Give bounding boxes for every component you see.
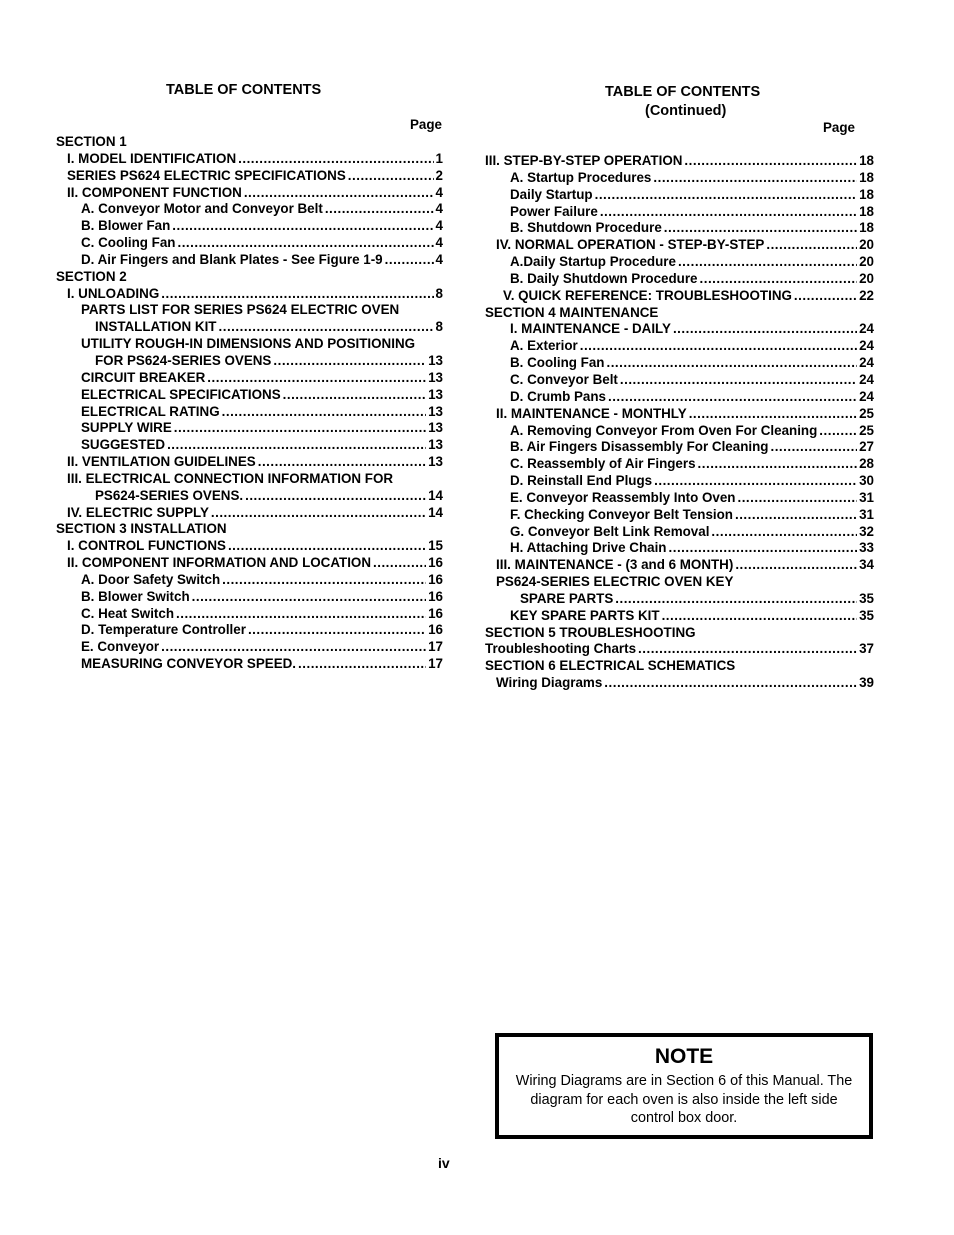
toc-entry-label: KEY SPARE PARTS KIT xyxy=(510,607,660,623)
toc-entry xyxy=(56,622,443,639)
toc-entry xyxy=(485,406,874,423)
toc-entry xyxy=(56,387,443,404)
toc-entry-page: 4 xyxy=(435,184,443,200)
toc-leader-dots xyxy=(283,387,426,404)
toc-entry-label: III. MAINTENANCE - (3 and 6 MONTH) xyxy=(496,557,734,573)
toc-entry-page: 13 xyxy=(428,437,443,453)
toc-entry xyxy=(56,639,443,656)
toc-entry-label: C. Reassembly of Air Fingers xyxy=(510,456,696,472)
toc-entry xyxy=(56,353,443,370)
toc-entry-page: 1 xyxy=(435,150,443,166)
toc-entry-label: D. Temperature Controller xyxy=(81,622,246,638)
toc-entry-label: SECTION 5 TROUBLESHOOTING xyxy=(485,624,696,640)
toc-leader-dots xyxy=(172,218,433,235)
note-title: NOTE xyxy=(654,1045,714,1068)
toc-leader-dots xyxy=(673,321,857,338)
toc-entry-page: 24 xyxy=(859,371,874,387)
toc-entry xyxy=(485,237,874,254)
toc-leader-dots xyxy=(669,540,858,557)
toc-entry-label: F. Checking Conveyor Belt Tension xyxy=(510,506,733,522)
toc-leader-dots xyxy=(373,555,426,572)
toc-entry xyxy=(485,153,874,170)
page-number: iv xyxy=(438,1155,450,1171)
toc-leader-dots xyxy=(615,591,857,608)
toc-title-right: TABLE OF CONTENTS xyxy=(605,84,761,100)
toc-entry-label: B. Air Fingers Disassembly For Cleaning xyxy=(510,439,769,455)
toc-entry xyxy=(485,305,874,322)
toc-entry xyxy=(485,187,874,204)
toc-entry xyxy=(56,505,443,522)
toc-entry-page: 16 xyxy=(428,555,443,571)
toc-entry-page: 22 xyxy=(859,287,874,303)
toc-leader-dots xyxy=(766,237,857,254)
toc-entry-page: 20 xyxy=(859,237,874,253)
toc-leader-dots xyxy=(325,201,434,218)
toc-entry-label: PS624-SERIES ELECTRIC OVEN KEY xyxy=(496,574,734,590)
toc-entry-label: A. Removing Conveyor From Oven For Cleaning xyxy=(510,422,818,438)
toc-subtitle-right: (Continued) xyxy=(645,103,727,119)
toc-entry-label: I. MODEL IDENTIFICATION xyxy=(67,150,237,166)
toc-leader-dots xyxy=(684,153,857,170)
toc-entry xyxy=(485,507,874,524)
toc-entry-page: 13 xyxy=(428,403,443,419)
toc-leader-dots xyxy=(245,488,426,505)
toc-leader-dots xyxy=(174,420,426,437)
toc-entry-page: 20 xyxy=(859,254,874,270)
toc-entry-label: A. Conveyor Motor and Conveyor Belt xyxy=(81,201,323,217)
toc-leader-dots xyxy=(248,622,426,639)
toc-leader-dots xyxy=(228,538,426,555)
toc-entry xyxy=(485,220,874,237)
toc-entry-page: 4 xyxy=(435,251,443,267)
toc-entry-label: III. STEP-BY-STEP OPERATION xyxy=(485,153,683,168)
toc-entry xyxy=(56,168,443,185)
toc-entry xyxy=(485,557,874,574)
toc-entry-page: 17 xyxy=(428,656,443,672)
toc-leader-dots xyxy=(595,187,858,204)
toc-entry-label: SECTION 1 xyxy=(56,134,127,149)
toc-entry-label: A. Exterior xyxy=(510,338,578,354)
toc-leader-dots xyxy=(711,524,857,541)
toc-leader-dots xyxy=(219,319,434,336)
toc-entry-label: IV. ELECTRIC SUPPLY xyxy=(67,504,209,520)
toc-entry xyxy=(56,555,443,572)
toc-entry-label: D. Air Fingers and Blank Plates - See Figure 1-9 xyxy=(81,251,383,267)
toc-entry xyxy=(56,201,443,218)
toc-entry xyxy=(485,625,874,642)
toc-entry xyxy=(56,420,443,437)
toc-entry xyxy=(56,336,443,353)
toc-entry-page: 2 xyxy=(435,167,443,183)
toc-entry xyxy=(56,589,443,606)
toc-entry-label: FOR PS624-SERIES OVENS xyxy=(95,352,272,368)
toc-entry xyxy=(485,271,874,288)
toc-entry-label: Power Failure xyxy=(510,203,598,219)
toc-entry-page: 24 xyxy=(859,321,874,337)
toc-leader-dots xyxy=(819,423,857,440)
toc-leader-dots xyxy=(698,456,858,473)
toc-entry-page: 24 xyxy=(859,388,874,404)
toc-leader-dots xyxy=(211,505,426,522)
toc-entry-page: 13 xyxy=(428,454,443,470)
toc-entry-label: E. Conveyor Reassembly Into Oven xyxy=(510,489,736,505)
toc-leader-dots xyxy=(167,437,426,454)
toc-entry-page: 31 xyxy=(859,506,874,522)
toc-entry xyxy=(56,471,443,488)
toc-entry-label: I. MAINTENANCE - DAILY xyxy=(510,321,671,337)
toc-leader-dots xyxy=(273,353,426,370)
toc-entry-label: B. Cooling Fan xyxy=(510,355,605,371)
toc-entry-page: 8 xyxy=(435,319,443,335)
toc-entry-label: V. QUICK REFERENCE: TROUBLESHOOTING xyxy=(503,287,792,303)
toc-entry-page: 14 xyxy=(428,504,443,520)
toc-entry-page: 27 xyxy=(859,439,874,455)
toc-entry-label: H. Attaching Drive Chain xyxy=(510,540,667,556)
toc-entry-label: II. COMPONENT FUNCTION xyxy=(67,184,242,200)
toc-leader-dots xyxy=(689,406,857,423)
toc-entry-label: I. CONTROL FUNCTIONS xyxy=(67,538,226,554)
toc-entry-label: ELECTRICAL SPECIFICATIONS xyxy=(81,386,281,402)
toc-entry xyxy=(485,372,874,389)
toc-left-column xyxy=(56,134,443,673)
toc-right-column xyxy=(485,153,874,692)
toc-entry-page: 13 xyxy=(428,352,443,368)
toc-entry-page: 16 xyxy=(428,571,443,587)
toc-entry-label: II. VENTILATION GUIDELINES xyxy=(67,454,256,470)
toc-entry xyxy=(56,606,443,623)
toc-entry-label: SUPPLY WIRE xyxy=(81,420,172,436)
toc-leader-dots xyxy=(244,185,434,202)
toc-entry xyxy=(56,235,443,252)
toc-entry xyxy=(485,321,874,338)
toc-entry xyxy=(485,473,874,490)
toc-entry-page: 20 xyxy=(859,270,874,286)
toc-entry-label: A. Door Safety Switch xyxy=(81,571,221,587)
toc-leader-dots xyxy=(176,606,426,623)
toc-entry-label: E. Conveyor xyxy=(81,639,160,655)
toc-entry xyxy=(56,437,443,454)
toc-entry-page: 4 xyxy=(435,235,443,251)
toc-entry xyxy=(485,675,874,692)
toc-entry-page: 16 xyxy=(428,622,443,638)
toc-entry-page: 13 xyxy=(428,369,443,385)
toc-title-left: TABLE OF CONTENTS xyxy=(166,82,322,98)
toc-entry-page: 13 xyxy=(428,386,443,402)
toc-leader-dots xyxy=(737,490,857,507)
toc-entry-label: A. Startup Procedures xyxy=(510,169,652,185)
toc-entry-label: A.Daily Startup Procedure xyxy=(510,254,676,270)
toc-entry xyxy=(56,521,443,538)
toc-entry-label: CIRCUIT BREAKER xyxy=(81,369,206,385)
toc-entry-label: PARTS LIST FOR SERIES PS624 ELECTRIC OVEN xyxy=(81,302,400,318)
toc-entry-label: I. UNLOADING xyxy=(67,285,160,301)
toc-entry xyxy=(485,591,874,608)
toc-entry xyxy=(485,170,874,187)
toc-entry xyxy=(56,134,443,151)
toc-entry-label: Daily Startup xyxy=(510,186,593,202)
toc-leader-dots xyxy=(222,404,426,421)
toc-leader-dots xyxy=(653,170,857,187)
toc-entry xyxy=(485,288,874,305)
toc-leader-dots xyxy=(735,507,857,524)
toc-entry-label: III. ELECTRICAL CONNECTION INFORMATION FOR xyxy=(67,470,394,486)
toc-leader-dots xyxy=(207,370,426,387)
toc-leader-dots xyxy=(600,204,857,221)
toc-entry-label: SECTION 4 MAINTENANCE xyxy=(485,304,659,320)
toc-entry xyxy=(56,404,443,421)
toc-entry-page: 35 xyxy=(859,607,874,623)
toc-leader-dots xyxy=(654,473,857,490)
toc-leader-dots xyxy=(177,235,433,252)
page-column-label-left: Page xyxy=(410,117,443,132)
toc-leader-dots xyxy=(678,254,857,271)
toc-entry-page: 4 xyxy=(435,218,443,234)
toc-leader-dots xyxy=(161,639,426,656)
toc-entry-label: SECTION 6 ELECTRICAL SCHEMATICS xyxy=(485,658,736,674)
toc-entry-label: SERIES PS624 ELECTRIC SPECIFICATIONS xyxy=(67,167,346,183)
toc-entry-page: 33 xyxy=(859,540,874,556)
toc-entry-label: II. MAINTENANCE - MONTHLY xyxy=(496,405,687,421)
toc-entry-label: UTILITY ROUGH-IN DIMENSIONS AND POSITIONING xyxy=(81,336,416,352)
toc-leader-dots xyxy=(348,168,434,185)
toc-entry xyxy=(56,538,443,555)
toc-entry-page: 13 xyxy=(428,420,443,436)
toc-entry-label: D. Reinstall End Plugs xyxy=(510,473,653,489)
toc-leader-dots xyxy=(238,151,433,168)
toc-entry-page: 18 xyxy=(859,169,874,185)
toc-entry-page: 16 xyxy=(428,605,443,621)
toc-entry-page: 34 xyxy=(859,557,874,573)
toc-entry xyxy=(56,218,443,235)
toc-entry-page: 15 xyxy=(428,538,443,554)
toc-entry-label: C. Heat Switch xyxy=(81,605,175,621)
toc-leader-dots xyxy=(161,286,433,303)
toc-entry xyxy=(485,658,874,675)
toc-entry-page: 32 xyxy=(859,523,874,539)
toc-entry xyxy=(56,286,443,303)
note-text: Wiring Diagrams are in Section 6 of this Manual. The diagram for each oven is also inside the left side control box door. xyxy=(515,1073,853,1127)
toc-entry xyxy=(56,302,443,319)
toc-entry xyxy=(56,656,443,673)
toc-leader-dots xyxy=(580,338,857,355)
toc-entry xyxy=(485,456,874,473)
toc-entry-label: B. Shutdown Procedure xyxy=(510,220,662,236)
toc-leader-dots xyxy=(298,656,426,673)
toc-entry xyxy=(485,608,874,625)
toc-entry-page: 16 xyxy=(428,588,443,604)
toc-leader-dots xyxy=(608,389,857,406)
toc-entry-label: C. Cooling Fan xyxy=(81,235,176,251)
toc-entry-page: 39 xyxy=(859,675,874,691)
toc-entry-label: INSTALLATION KIT xyxy=(95,319,217,335)
toc-entry xyxy=(56,185,443,202)
toc-leader-dots xyxy=(700,271,858,288)
toc-entry-label: Troubleshooting Charts xyxy=(485,641,637,657)
toc-entry-page: 18 xyxy=(859,186,874,202)
toc-entry-page: 35 xyxy=(859,590,874,606)
toc-entry xyxy=(485,439,874,456)
toc-entry xyxy=(56,319,443,336)
toc-entry xyxy=(485,423,874,440)
toc-entry xyxy=(485,389,874,406)
toc-entry-label: II. COMPONENT INFORMATION AND LOCATION xyxy=(67,555,371,571)
toc-entry-page: 31 xyxy=(859,489,874,505)
toc-entry-label: B. Daily Shutdown Procedure xyxy=(510,270,698,286)
page-column-label-right: Page xyxy=(823,120,856,135)
toc-entry xyxy=(485,204,874,221)
toc-entry xyxy=(485,490,874,507)
toc-entry xyxy=(485,338,874,355)
toc-entry-label: ELECTRICAL RATING xyxy=(81,403,220,419)
toc-entry-page: 14 xyxy=(428,487,443,503)
toc-entry-page: 30 xyxy=(859,473,874,489)
toc-entry-label: B. Blower Switch xyxy=(81,588,190,604)
toc-entry xyxy=(485,574,874,591)
toc-leader-dots xyxy=(620,372,857,389)
toc-entry-page: 28 xyxy=(859,456,874,472)
toc-leader-dots xyxy=(258,454,426,471)
toc-entry-page: 25 xyxy=(859,405,874,421)
toc-entry-label: SECTION 2 xyxy=(56,268,127,284)
toc-entry-label: C. Conveyor Belt xyxy=(510,371,618,387)
toc-entry xyxy=(56,488,443,505)
toc-entry-label: G. Conveyor Belt Link Removal xyxy=(510,523,710,539)
toc-entry-label: D. Crumb Pans xyxy=(510,388,606,404)
toc-leader-dots xyxy=(604,675,857,692)
toc-entry xyxy=(56,252,443,269)
toc-entry-page: 24 xyxy=(859,355,874,371)
toc-entry-page: 18 xyxy=(859,203,874,219)
toc-entry-page: 17 xyxy=(428,639,443,655)
toc-entry-label: IV. NORMAL OPERATION - STEP-BY-STEP xyxy=(496,237,765,253)
toc-entry xyxy=(485,254,874,271)
toc-entry-page: 18 xyxy=(859,153,874,168)
toc-entry-label: Wiring Diagrams xyxy=(496,675,603,691)
toc-leader-dots xyxy=(794,288,857,305)
note-box xyxy=(495,1033,873,1139)
toc-leader-dots xyxy=(664,220,857,237)
toc-entry xyxy=(56,572,443,589)
toc-leader-dots xyxy=(662,608,858,625)
toc-leader-dots xyxy=(770,439,857,456)
toc-leader-dots xyxy=(735,557,857,574)
toc-entry xyxy=(485,641,874,658)
toc-entry-page: 24 xyxy=(859,338,874,354)
toc-entry xyxy=(56,370,443,387)
toc-entry-label: SUGGESTED xyxy=(81,437,166,453)
toc-entry-label: SECTION 3 INSTALLATION xyxy=(56,521,227,537)
toc-entry xyxy=(56,454,443,471)
toc-entry-page: 37 xyxy=(859,641,874,657)
toc-entry xyxy=(485,524,874,541)
toc-entry-page: 8 xyxy=(435,285,443,301)
toc-entry-label: MEASURING CONVEYOR SPEED. xyxy=(81,656,297,672)
toc-leader-dots xyxy=(385,252,434,269)
toc-leader-dots xyxy=(192,589,426,606)
toc-entry xyxy=(485,355,874,372)
toc-entry xyxy=(56,151,443,168)
toc-entry-page: 18 xyxy=(859,220,874,236)
toc-leader-dots xyxy=(638,641,857,658)
toc-entry xyxy=(485,540,874,557)
toc-entry-page: 25 xyxy=(859,422,874,438)
toc-entry-label: B. Blower Fan xyxy=(81,218,171,234)
toc-entry-label: SPARE PARTS xyxy=(520,590,614,606)
toc-leader-dots xyxy=(606,355,857,372)
toc-leader-dots xyxy=(222,572,426,589)
toc-entry xyxy=(56,269,443,286)
toc-entry-page: 4 xyxy=(435,201,443,217)
toc-entry-label: PS624-SERIES OVENS. xyxy=(95,487,244,503)
